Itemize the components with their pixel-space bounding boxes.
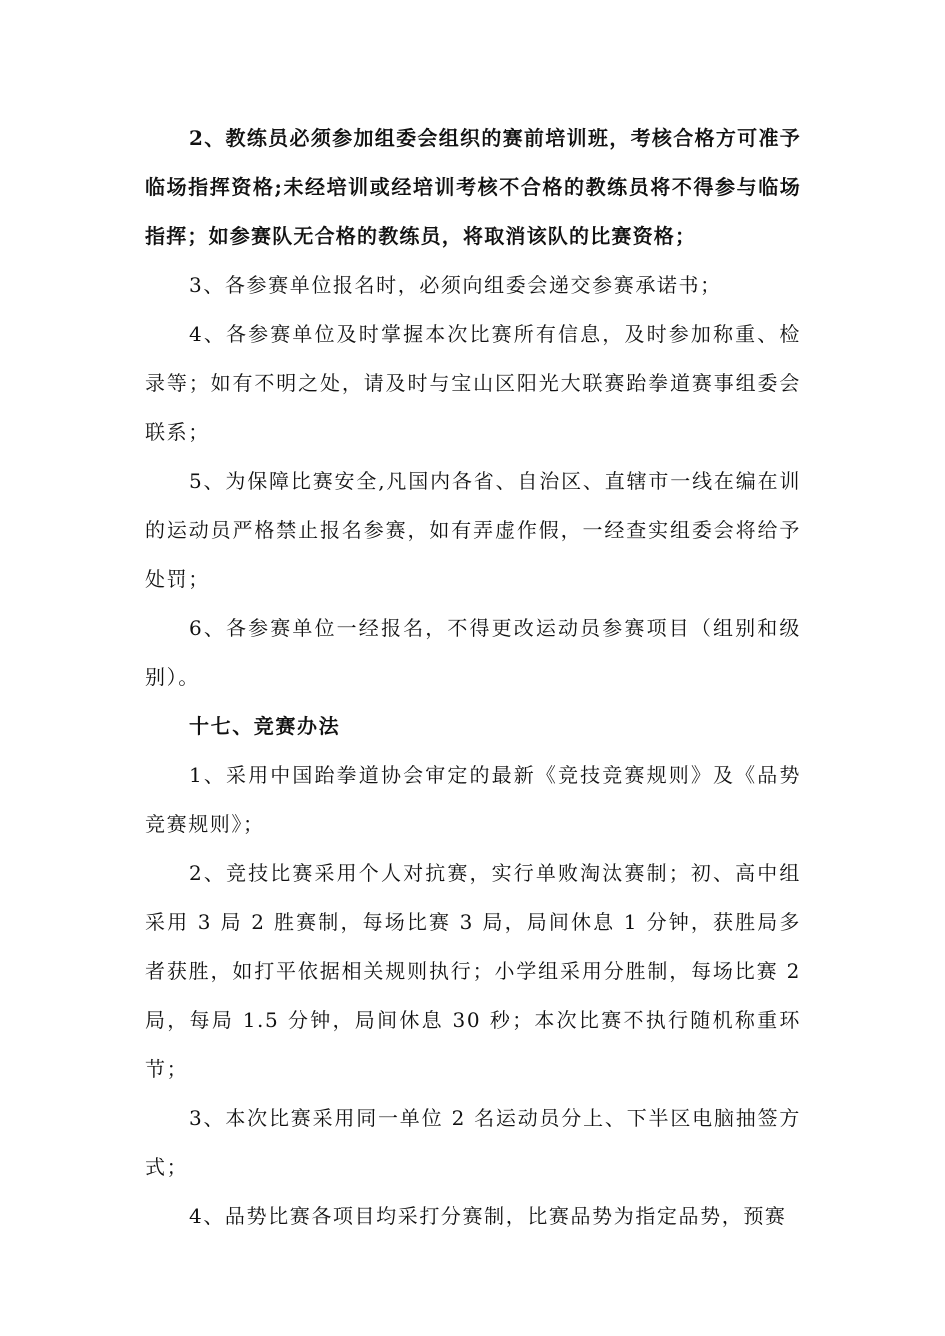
rule-paragraph-coach-training: 2、教练员必须参加组委会组织的赛前培训班，考核合格方可准予临场指挥资格;未经培训或经培训考核不合格的教练员将不得参与临场指挥；如参赛队无合格的教练员，将取消该队的比赛资格； [145,126,801,248]
method-paragraph-sparring-format: 2、竞技比赛采用个人对抗赛，实行单败淘汰赛制；初、高中组采用 3 局 2 胜赛制，每场比赛 3 局，局间休息 1 分钟，获胜局多者获胜，如打平依据相关规则执行；小学组采用分胜制，每场比赛 2 局，每局 1.5 分钟，局间休息 30 秒；本次比赛不执行随机称重环节； [145,861,801,1081]
document-page [145,114,801,1241]
rule-paragraph-information: 4、各参赛单位及时掌握本次比赛所有信息，及时参加称重、检录等；如有不明之处，请及时与宝山区阳光大联赛跆拳道赛事组委会联系； [145,322,801,444]
method-paragraph-draw: 3、本次比赛采用同一单位 2 名运动员分上、下半区电脑抽签方式； [145,1106,801,1179]
rule-paragraph-pledge: 3、各参赛单位报名时，必须向组委会递交参赛承诺书； [189,273,722,297]
section-heading: 十七、竞赛办法 [189,714,341,738]
method-paragraph-rules: 1、采用中国跆拳道协会审定的最新《竞技竞赛规则》及《品势竞赛规则》； [145,763,801,836]
rule-paragraph-no-changes: 6、各参赛单位一经报名，不得更改运动员参赛项目（组别和级别）。 [145,616,801,689]
rule-paragraph-eligibility: 5、为保障比赛安全,凡国内各省、自治区、直辖市一线在编在训的运动员严格禁止报名参赛，如有弄虚作假，一经查实组委会将给予处罚； [145,469,801,591]
method-paragraph-poomsae: 4、品势比赛各项目均采打分赛制，比赛品势为指定品势，预赛 [189,1204,787,1228]
